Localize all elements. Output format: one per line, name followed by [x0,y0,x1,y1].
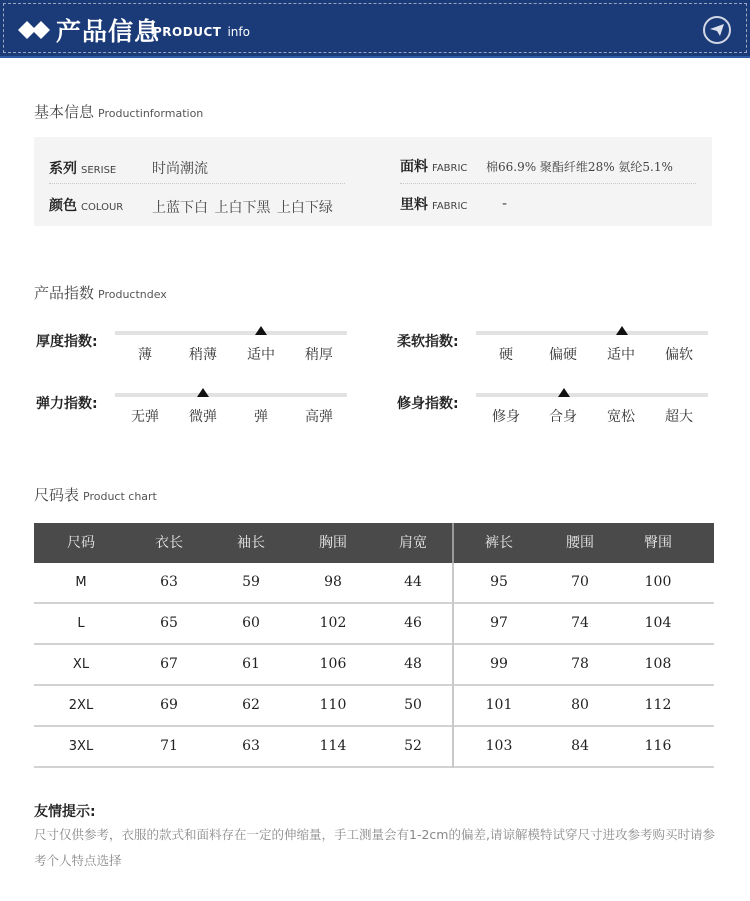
paper-plane-icon [709,23,725,37]
lining-label [400,194,467,214]
elasticity-option: 微弹 [189,409,217,425]
header-cell-size: 尺码 [67,535,95,551]
table-cell: 108 [644,656,672,672]
table-cell: 59 [242,574,260,590]
fit-option: 宽松 [607,409,635,425]
thickness-label: 厚度指数: [36,334,98,350]
lining-label-cn: 里料 [400,197,428,213]
diamond-logo-icon [18,19,52,41]
table-divider [452,563,454,768]
product-index-title-cn: 产品指数 [34,284,95,302]
table-cell: 3XL [68,739,94,754]
divider [49,183,345,184]
softness-option: 偏硬 [549,347,577,363]
softness-label: 柔软指数: [397,334,459,350]
fabric-value: 棉66.9% 聚酯纤维28% 氨纶5.1% [486,160,673,174]
table-cell: 104 [644,615,672,631]
thickness-scale-bar [115,331,347,335]
divider [400,183,696,184]
table-cell: 74 [571,615,589,631]
table-cell: 80 [571,697,589,713]
table-cell: M [75,575,87,590]
series-label-cn: 系列 [49,161,77,177]
table-cell: 114 [319,738,347,754]
colour-value: 上蓝下白 上白下黑 上白下绿 [152,200,333,216]
thickness-option: 适中 [247,347,275,363]
elasticity-option: 无弹 [131,409,159,425]
table-cell: 62 [242,697,260,713]
size-chart-title-en: Product chart [83,490,157,503]
table-cell: 2XL [68,698,94,713]
table-cell: 110 [319,697,347,713]
thickness-scale-marker [255,326,267,335]
size-table-header [34,523,714,563]
table-cell: 98 [324,574,342,590]
table-cell: 100 [644,574,672,590]
elasticity-option: 高弹 [305,409,333,425]
table-row [34,604,714,645]
header-subtitle-light: info [227,25,250,39]
tips-text: 尺寸仅供参考，衣服的款式和面料存在一定的伸缩量，手工测量会有1-2cm的偏差,请谅解模特试穿尺寸进攻参考购买时请参考个人特点选择 [34,827,715,868]
table-row [34,727,714,768]
elasticity-scale-marker [197,388,209,397]
table-cell: 65 [160,615,178,631]
header-cell-chest: 胸围 [319,535,347,551]
colour-label-cn: 颜色 [49,198,77,214]
table-cell: 112 [644,697,672,713]
lining-label-en: FABRIC [432,201,468,212]
table-cell: 101 [485,697,513,713]
table-cell: 102 [319,615,347,631]
product-index-title-en: Productndex [98,288,167,301]
table-cell: 61 [242,656,260,672]
table-cell: 50 [404,697,422,713]
table-cell: 71 [160,738,178,754]
lining-value: - [502,196,508,212]
fit-option: 超大 [665,409,693,425]
fabric-label [400,156,467,176]
thickness-option: 薄 [138,347,152,363]
table-row [34,686,714,727]
table-cell: 70 [571,574,589,590]
table-cell: L [77,616,85,631]
table-cell: 52 [404,738,422,754]
table-row [34,645,714,686]
basic-info-panel [34,137,712,226]
softness-option: 硬 [499,347,513,363]
colour-label-en: COLOUR [81,202,124,213]
header-cell-shoulder: 肩宽 [399,535,427,551]
header-banner [0,0,750,58]
header-subtitle [153,25,250,39]
softness-scale-bar [476,331,708,335]
softness-option: 适中 [607,347,635,363]
table-row [34,563,714,604]
tips-title: 友情提示: [34,804,96,820]
table-cell: 95 [490,574,508,590]
table-cell: 67 [160,656,178,672]
size-chart-title-cn: 尺码表 [34,486,80,504]
basic-info-title-en: Productinformation [98,107,204,120]
table-cell: 69 [160,697,178,713]
table-cell: 103 [485,738,513,754]
table-cell: 116 [644,738,672,754]
header-subtitle-bold: PRODUCT [153,25,222,39]
header-cell-hip: 臀围 [644,535,672,551]
elasticity-option: 弹 [254,409,268,425]
elasticity-label: 弹力指数: [36,396,98,412]
fit-label: 修身指数: [397,396,459,412]
table-cell: 48 [404,656,422,672]
table-cell: 99 [490,656,508,672]
table-cell: 63 [160,574,178,590]
header-title: 产品信息 [56,17,161,46]
thickness-option: 稍厚 [305,347,333,363]
header-cell-sleeve: 袖长 [237,535,265,551]
size-chart-title [34,484,157,505]
series-label-en: SERISE [81,165,117,176]
elasticity-scale-bar [115,393,347,397]
fit-option: 合身 [549,409,577,425]
table-cell: 78 [571,656,589,672]
table-cell: 106 [319,656,347,672]
header-cell-pants-length: 裤长 [485,535,513,551]
table-cell: 44 [404,574,422,590]
table-cell: 46 [404,615,422,631]
fit-scale-bar [476,393,708,397]
table-cell: 60 [242,615,260,631]
fabric-label-en: FABRIC [432,163,468,174]
product-index-title [34,282,167,303]
next-button[interactable] [703,16,731,44]
table-cell: 84 [571,738,589,754]
basic-info-title-cn: 基本信息 [34,103,95,121]
table-cell: XL [72,657,90,672]
header-cell-length: 衣长 [155,535,183,551]
softness-option: 偏软 [665,347,693,363]
fit-scale-marker [558,388,570,397]
header-cell-waist: 腰围 [566,535,594,551]
fabric-label-cn: 面料 [400,159,428,175]
basic-info-title [34,101,203,122]
series-value: 时尚潮流 [152,161,208,177]
table-cell: 97 [490,615,508,631]
table-cell: 63 [242,738,260,754]
colour-label [49,195,123,215]
fit-option: 修身 [492,409,520,425]
thickness-option: 稍薄 [189,347,217,363]
softness-scale-marker [616,326,628,335]
series-label [49,158,116,178]
